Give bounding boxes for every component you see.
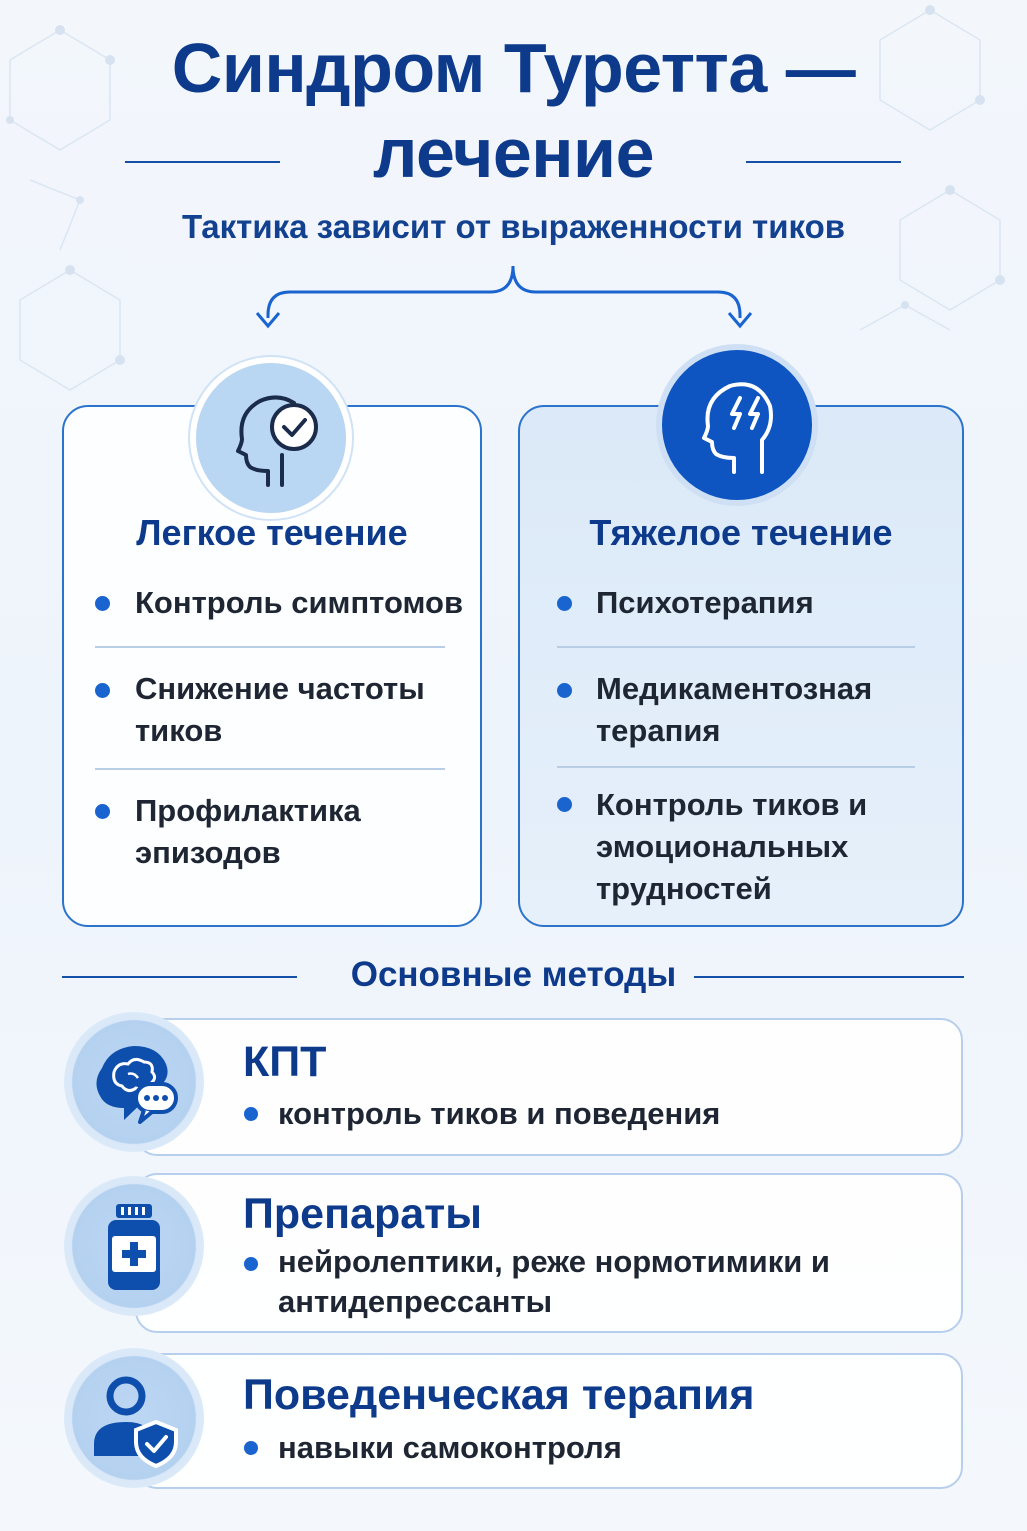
severe-bullet-3 xyxy=(557,797,572,812)
mild-item-2: Снижение частоты тиков xyxy=(135,671,425,748)
mild-item-3: Профилактика эпизодов xyxy=(135,793,361,870)
method-desc-drugs: нейролептики, реже нормотимики и антидепрессанты xyxy=(278,1244,830,1319)
mild-item-1: Контроль симптомов xyxy=(135,585,463,620)
mild-bullet-2 xyxy=(95,683,110,698)
method-icon-circle-drugs xyxy=(64,1176,204,1316)
mild-bullet-1 xyxy=(95,596,110,611)
medicine-bottle-icon xyxy=(84,1196,184,1296)
severe-item-2: Медикаментозная терапия xyxy=(596,671,873,748)
method-desc-behavioral: навыки самоконтроля xyxy=(278,1430,622,1465)
method-icon-circle-cbt xyxy=(64,1012,204,1152)
severe-item-3: Контроль тиков и эмоциональных трудностей xyxy=(596,787,868,906)
severe-item-1: Психотерапия xyxy=(596,585,814,620)
severe-bullet-2 xyxy=(557,683,572,698)
mild-bullet-3 xyxy=(95,804,110,819)
subtitle: Тактика зависит от выраженности тиков xyxy=(181,208,846,245)
head-check-icon xyxy=(216,383,326,493)
head-lightning-icon xyxy=(682,370,792,480)
method-title-cbt: КПТ xyxy=(243,1038,327,1086)
page-title-line-2: лечение xyxy=(372,114,655,192)
method-title-drugs: Препараты xyxy=(243,1190,482,1238)
person-shield-icon xyxy=(84,1368,184,1468)
method-bullet-cbt xyxy=(244,1107,258,1121)
method-bullet-drugs xyxy=(244,1257,258,1271)
mild-separator-1 xyxy=(95,646,445,648)
method-title-behavioral: Поведенческая терапия xyxy=(243,1371,755,1419)
method-desc-cbt: контроль тиков и поведения xyxy=(278,1096,721,1131)
title-divider-right xyxy=(746,161,901,163)
mild-icon-circle xyxy=(190,357,352,519)
title-divider-left xyxy=(125,161,280,163)
method-bullet-behavioral xyxy=(244,1441,258,1455)
page-title-line-1: Синдром Туретта — xyxy=(171,29,856,107)
severe-separator-2 xyxy=(557,766,915,768)
mild-course-title: Легкое течение xyxy=(136,512,408,553)
severe-separator-1 xyxy=(557,646,915,648)
severe-icon-circle xyxy=(656,344,818,506)
severe-bullet-1 xyxy=(557,596,572,611)
mild-separator-2 xyxy=(95,768,445,770)
brain-chat-icon xyxy=(84,1032,184,1132)
method-icon-circle-behavioral xyxy=(64,1348,204,1488)
methods-title: Основные методы xyxy=(350,955,677,994)
severe-course-title: Тяжелое течение xyxy=(589,512,893,553)
